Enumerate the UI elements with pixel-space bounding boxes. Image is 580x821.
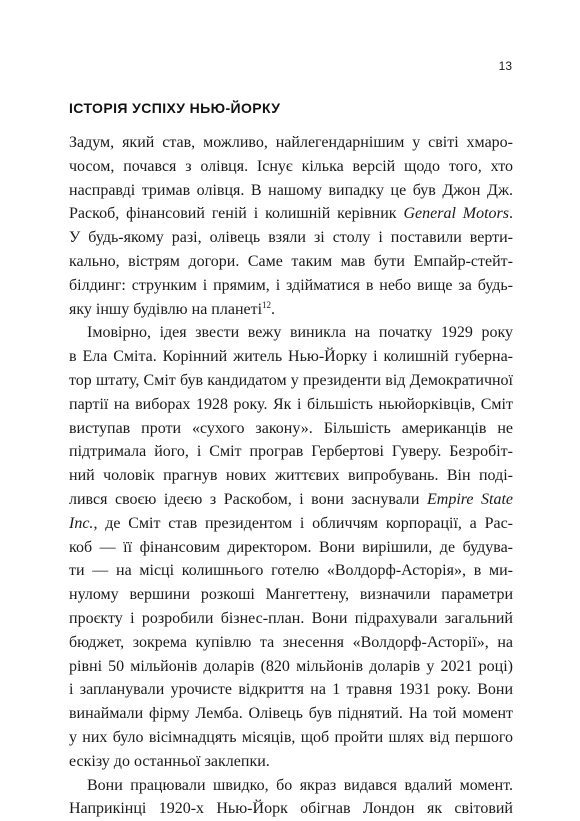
paragraph-1 (69, 131, 513, 321)
company-name-italic: Empire State (427, 490, 514, 508)
text-line: нулому вершини розкоші Мангеттену, визначили параметри (69, 586, 513, 604)
text-line: насправді тримав олівця. В нашому випадку це був Джон Дж. (69, 181, 513, 199)
text-line: ескізу до останньої заклепки. (69, 752, 270, 770)
text-line: ти — на місці колишнього готелю «Волдорф-Асторія», в ми- (69, 562, 513, 580)
text-line: бюджет, зокрема купівлю та знесення «Волдорф-Асторії», на (69, 633, 513, 651)
text-line: яку іншу будівлю на планеті$^{12}$. (69, 299, 276, 318)
text-line: ний чоловік прагнув нових життєвих випробувань. Він поді- (69, 467, 513, 485)
company-name-italic: General Motors (403, 205, 510, 223)
text-line: лився своєю ідеєю з Раскобом, і вони заснували Empire State (69, 490, 514, 508)
text-line: Раскоб, фінансовий геній і колишній керівник General Motors. (69, 205, 514, 223)
body-text (69, 131, 513, 821)
text-line: проєкту і розробили бізнес-план. Вони підрахували загальний (69, 609, 513, 627)
text-line: в Ела Сміта. Корінний житель Нью-Йорку і колишній губерна- (69, 348, 513, 366)
page-number: 13 (498, 59, 512, 73)
text-line: кально, вістрям догори. Саме таким мав бути Емпайр-стейт- (69, 252, 513, 270)
text-line: Імовірно, ідея звести вежу виникла на початку 1929 року (87, 324, 513, 342)
section-title: ІСТОРІЯ УСПІХУ НЬЮ-ЙОРКУ (69, 100, 281, 116)
text-line: підтримала його, і Сміт програв Гербертові Гуверу. Безробіт- (69, 443, 513, 461)
company-name-italic: Inc. (69, 514, 94, 532)
text-line: тор штату, Сміт був кандидатом у президенти від Демократичної (69, 371, 513, 389)
text-line: Задум, який став, можливо, найлегендарнішим у світі хмаро- (69, 134, 513, 151)
text-line: у них було вісімнадцять місяців, щоб пройти шлях від першого (69, 728, 513, 746)
text-line: виступав проти «сухого закону». Більшість американців не (69, 419, 513, 437)
text-line: чосом, почався з олівця. Існує кілька версій щодо того, хто (69, 157, 513, 175)
text-line: Вони працювали швидко, бо якраз видався вдалий момент. (87, 776, 513, 794)
text-line: Inc., де Сміт став президентом і обличчям корпорації, а Рас- (69, 514, 513, 532)
text-line: партії на виборах 1928 року. Як і більшість ньюйорківців, Сміт (69, 395, 513, 413)
text-line: винаймали фірму Лемба. Олівець був піднятий. На той момент (69, 705, 513, 723)
text-line: Наприкінці 1920-х Нью-Йорк обігнав Лондон як світовий (69, 800, 513, 818)
text-line: У будь-якому разі, олівець взяли зі столу і поставили верти- (69, 229, 513, 247)
text-line: рівні 50 мільйонів доларів (820 мільйонів доларів у 2021 році) (69, 657, 513, 675)
text-line: коб — її фінансовим директором. Вони вирішили, де будува- (69, 538, 513, 556)
text-line: і запланували урочисте відкриття на 1 травня 1931 року. Вони (69, 681, 513, 699)
text-line: білдинг: струнким і прямим, і здійматися в небо вище за будь- (69, 276, 513, 294)
footnote-reference: 12 (262, 299, 272, 310)
paragraph-3 (69, 774, 513, 821)
paragraph-2 (69, 321, 513, 773)
